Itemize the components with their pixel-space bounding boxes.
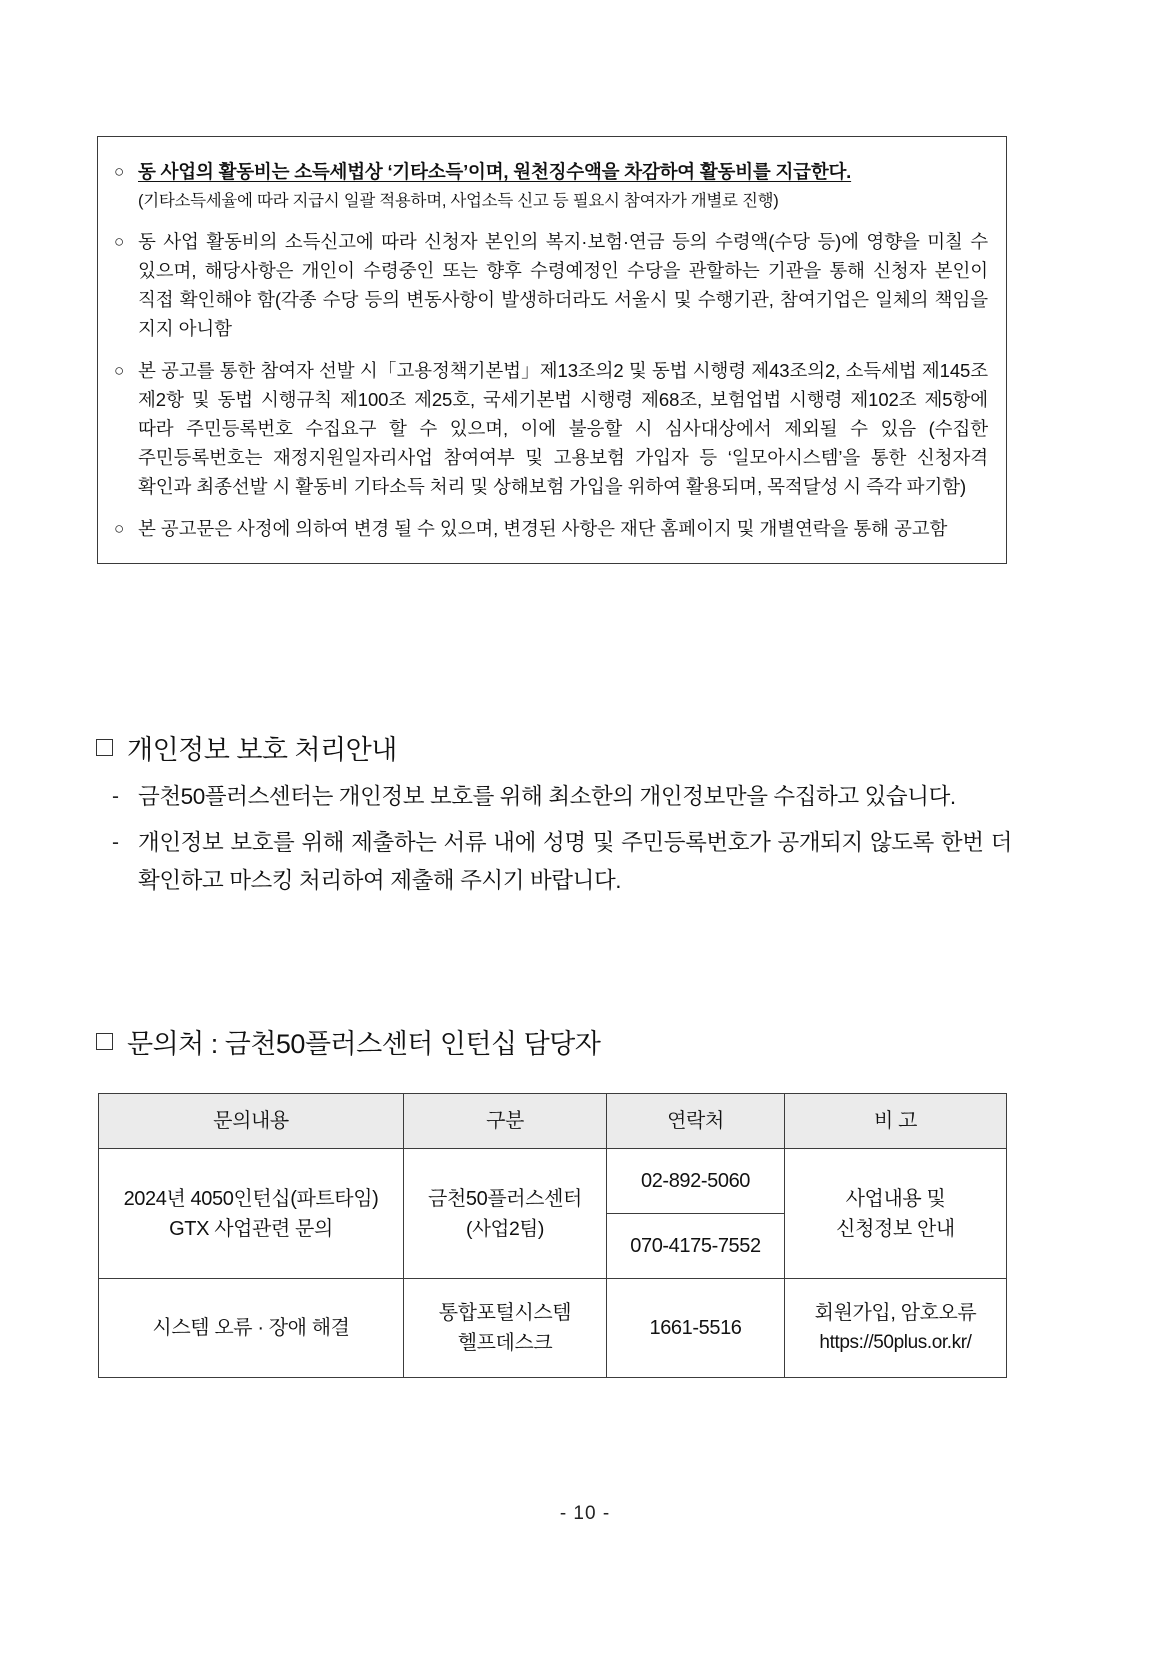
circle-bullet-icon: ○ [114, 361, 125, 380]
column-header-phone: 연락처 [607, 1094, 785, 1149]
cell-note-line1: 회원가입, 암호오류 [814, 1302, 977, 1324]
cell-note [785, 1279, 1007, 1378]
cell-inquiry: 시스템 오류 · 장애 해결 [99, 1279, 404, 1378]
list-item [112, 778, 1012, 816]
cell-note-line2: 신청정보 안내 [836, 1217, 955, 1240]
column-header-note: 비 고 [785, 1094, 1007, 1149]
notice-lead-text: 동 사업의 활동비는 소득세법상 ‘기타소득’이며, 원천징수액을 차감하여 활동비를 지급한다. [138, 161, 852, 182]
cell-note-link[interactable]: https://50plus.or.kr/ [819, 1332, 972, 1353]
circle-bullet-icon: ○ [114, 519, 125, 538]
list-item [112, 824, 1012, 900]
notice-item [114, 157, 988, 214]
dash-bullet-icon: - [112, 831, 119, 854]
cell-division-line1: 금천50플러스센터 [428, 1187, 582, 1210]
circle-bullet-icon: ○ [114, 162, 125, 181]
cell-inquiry-line2: GTX 사업관련 문의 [169, 1217, 333, 1240]
notice-text: 본 공고를 통한 참여자 선발 시「고용정책기본법」제13조의2 및 동법 시행령 제43조의2, 소득세법 제145조 제2항 및 동법 시행규칙 제100조 제25호, 국세기본법 시행령 제68조, 보험업법 시행령 제102조 제5항에 따라 주민등록번호 수집요구 할 수 있으며, 이에 불응할 시 심사대상에서 제외될 수 있음 (수집한 주민등록번호는 재정지원일자리사업 참여여부 및 고용보험 가입자 등 ‘일모아시스템’을 통한 신청자격 확인과 최종선발 시 활동비 기타소득 처리 및 상해보험 가입을 위하여 활용되며, 목적달성 시 즉각 파기함) [138, 360, 988, 497]
contact-section-heading [96, 1022, 600, 1061]
notice-box [97, 136, 1007, 564]
privacy-item-text: 금천50플러스센터는 개인정보 보호를 위해 최소한의 개인정보만을 수집하고 있습니다. [138, 784, 956, 809]
privacy-item-text: 개인정보 보호를 위해 제출하는 서류 내에 성명 및 주민등록번호가 공개되지 않도록 한번 더 확인하고 마스킹 처리하여 제출해 주시기 바랍니다. [138, 830, 1012, 893]
cell-phone-primary: 02-892-5060 [607, 1149, 785, 1214]
notice-text [138, 157, 988, 214]
notice-text: 동 사업 활동비의 소득신고에 따라 신청자 본인의 복지·보험·연금 등의 수령액(수당 등)에 영향을 미칠 수 있으며, 해당사항은 개인이 수령중인 또는 향후 수령예정인 수당을 관할하는 기관을 통해 신청자 본인이 직접 확인해야 함(각종 수당 등의 변동사항이 발생하더라도 서울시 및 수행기관, 참여기업은 일체의 책임을 지지 아니함 [138, 231, 988, 339]
column-header-division: 구분 [404, 1094, 607, 1149]
cell-phone-primary: 1661-5516 [607, 1279, 785, 1378]
square-bullet-icon [96, 1033, 113, 1050]
cell-inquiry [99, 1149, 404, 1279]
cell-division [404, 1279, 607, 1378]
cell-division [404, 1149, 607, 1279]
cell-note-line1: 사업내용 및 [845, 1187, 946, 1210]
cell-division-line1: 통합포털시스템 [438, 1302, 572, 1324]
table-row [99, 1149, 1007, 1214]
table-header-row [99, 1094, 1007, 1149]
contact-table [98, 1093, 1007, 1378]
dash-bullet-icon: - [112, 785, 119, 808]
cell-division-line2: (사업2팀) [466, 1217, 544, 1240]
contact-heading-label: 문의처 : 금천50플러스센터 인턴십 담당자 [127, 1029, 601, 1059]
page-number: - 10 - [559, 1503, 611, 1524]
notice-item [114, 227, 988, 343]
cell-inquiry-line1: 2024년 4050인턴십(파트타임) [123, 1187, 379, 1210]
cell-phone-secondary: 070-4175-7552 [607, 1214, 785, 1279]
cell-division-line2: 헬프데스크 [457, 1332, 553, 1354]
cell-note [785, 1149, 1007, 1279]
privacy-section-heading [96, 728, 397, 767]
square-bullet-icon [96, 739, 113, 756]
privacy-list [112, 778, 1012, 908]
notice-item [114, 356, 988, 501]
column-header-inquiry: 문의내용 [99, 1094, 404, 1149]
table-row [99, 1279, 1007, 1378]
notice-sub-text: (기타소득세율에 따라 지급시 일괄 적용하며, 사업소득 신고 등 필요시 참여자가 개별로 진행) [138, 192, 779, 210]
privacy-heading-label: 개인정보 보호 처리안내 [127, 735, 397, 765]
notice-item [114, 514, 988, 543]
circle-bullet-icon: ○ [114, 232, 125, 251]
notice-text: 본 공고문은 사정에 의하여 변경 될 수 있으며, 변경된 사항은 재단 홈페이지 및 개별연락을 통해 공고함 [138, 518, 948, 539]
